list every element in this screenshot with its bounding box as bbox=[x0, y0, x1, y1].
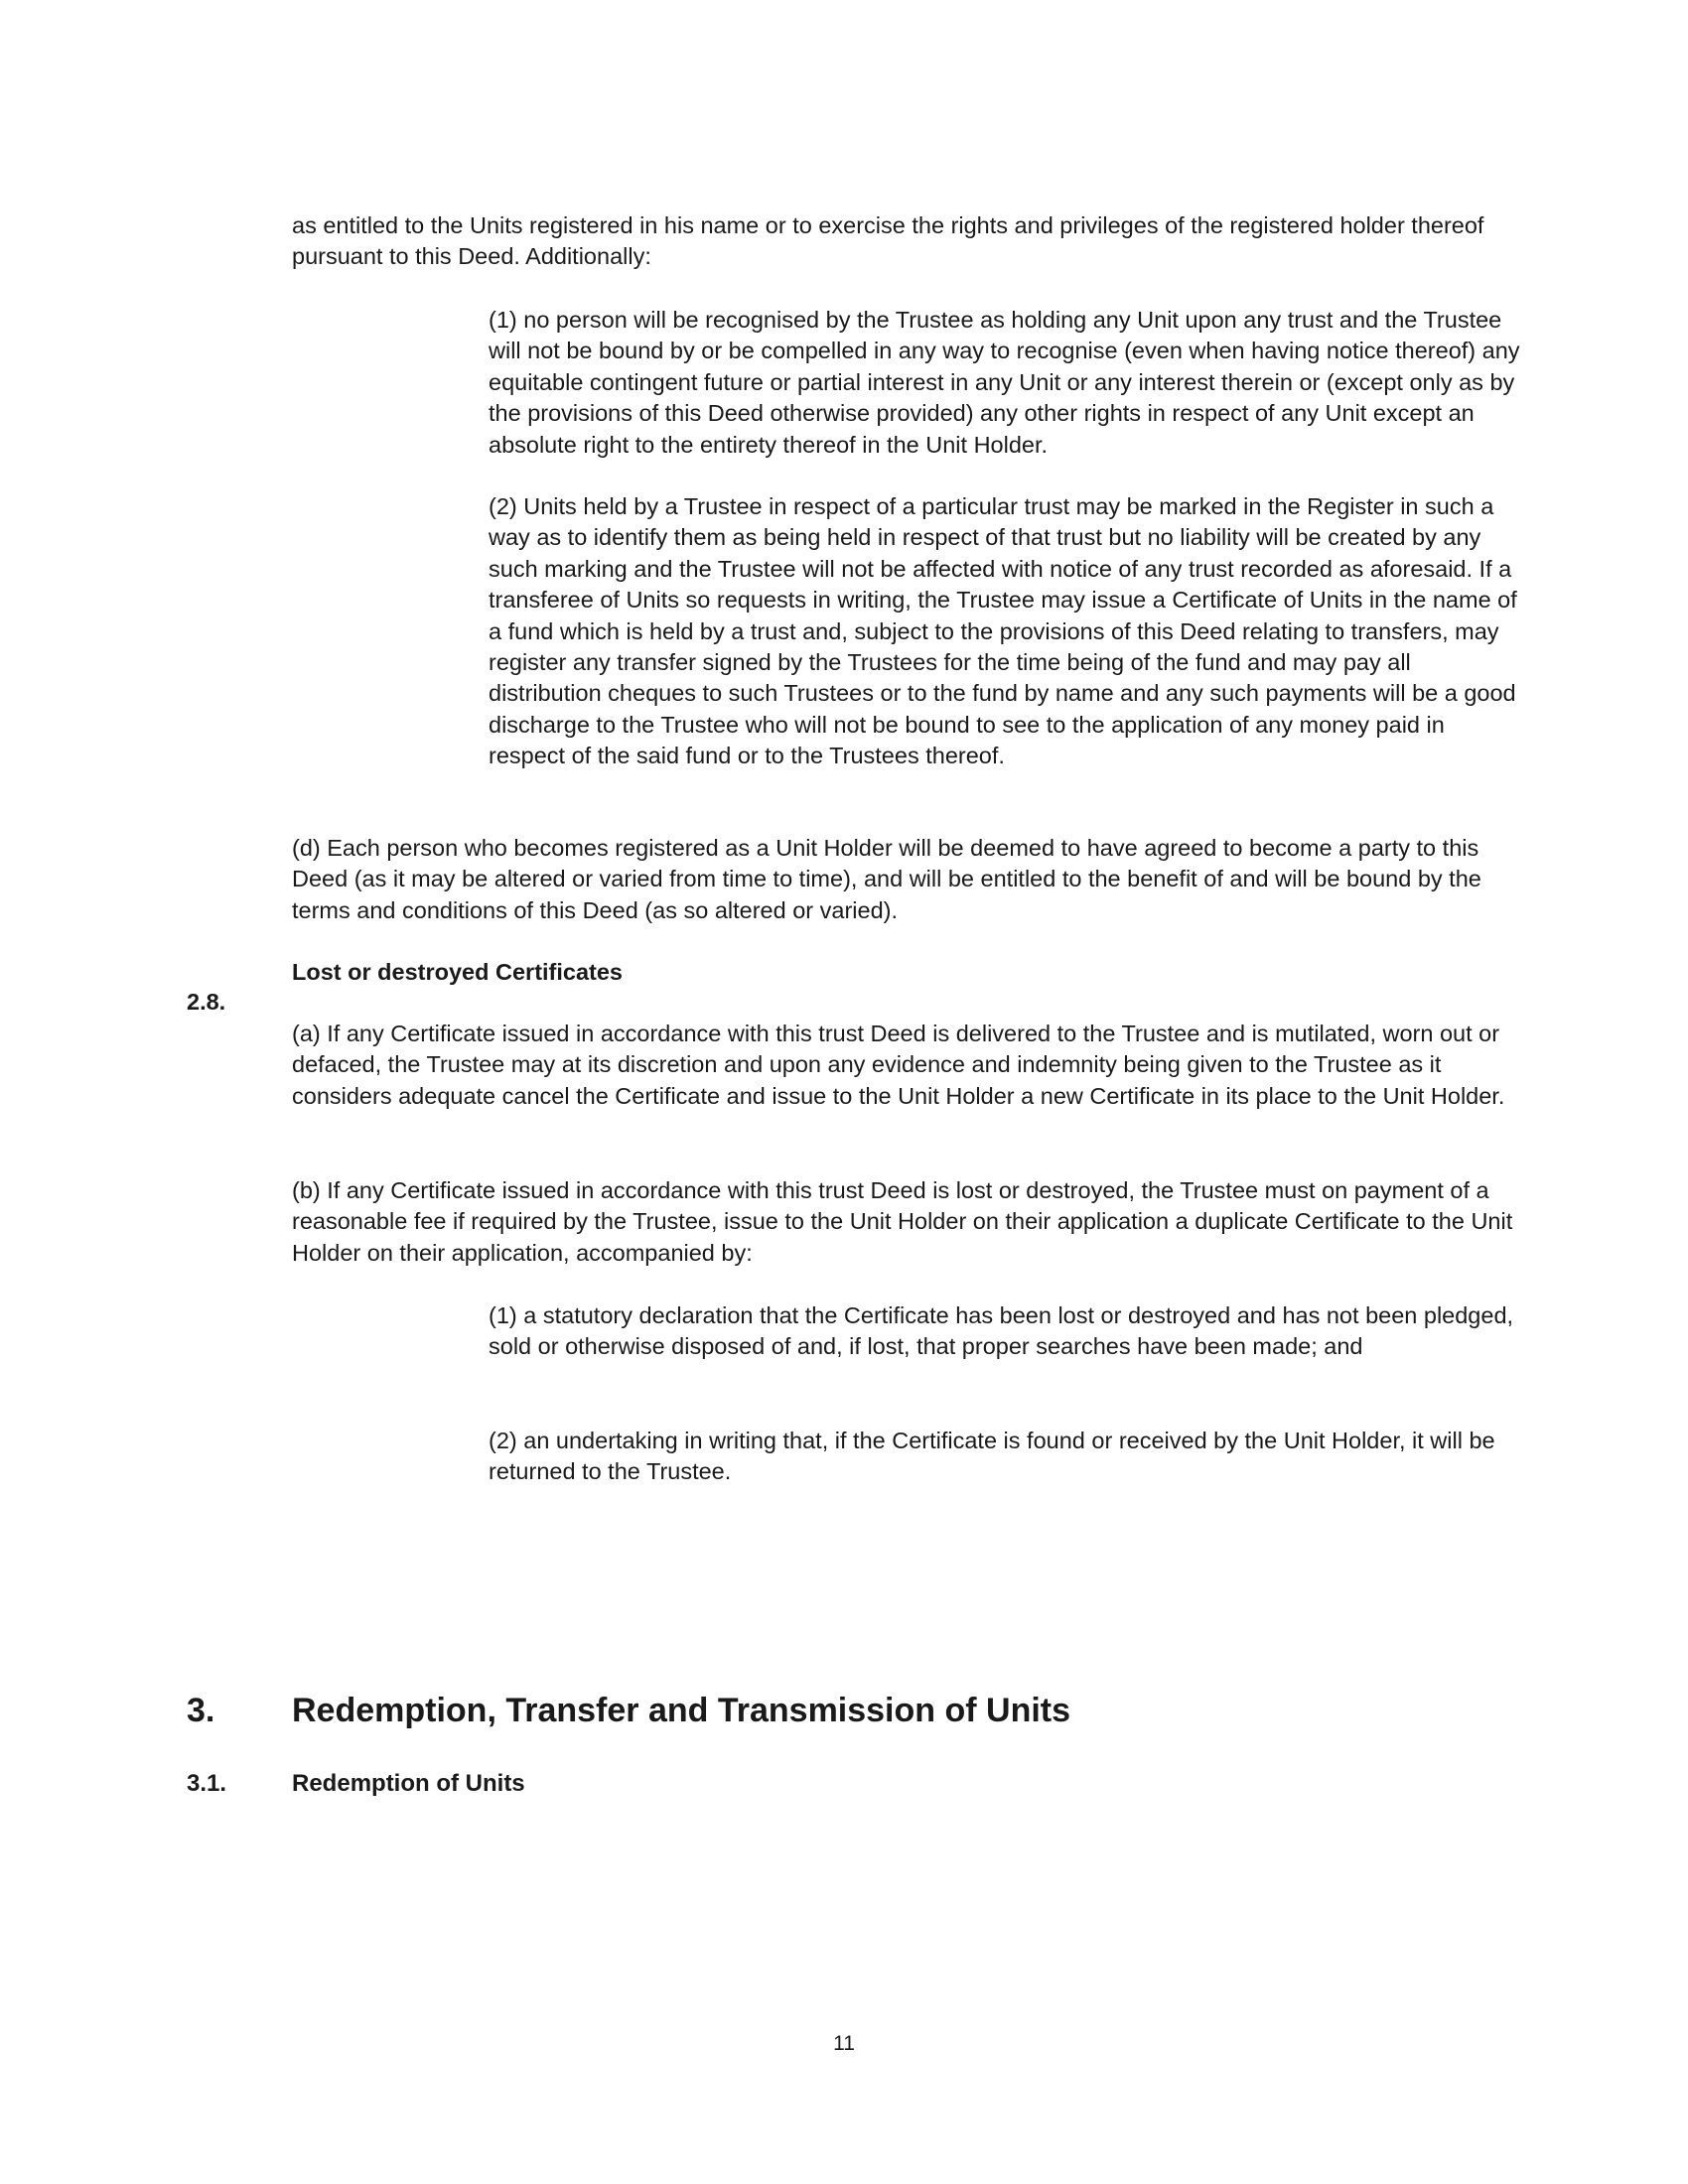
section-3-1-number: 3.1. bbox=[187, 1770, 227, 1797]
clause-b1-paragraph: (1) a statutory declaration that the Certificate has been lost or destroyed and has not been pledged, sold or otherwise disposed of and, if lost, that proper searches have been made; and bbox=[489, 1302, 1514, 1360]
clause-a-paragraph: (a) If any Certificate issued in accordance with this trust Deed is delivered to the Trustee and is mutilated, worn out or defaced, the Trustee may at its discretion and upon any evidence and indemnity being given to the Trustee as it considers adequate cancel the Certificate and issue to the Unit Holder a new Certificate in its place to the Unit Holder. bbox=[292, 1021, 1505, 1109]
section-3-title: Redemption, Transfer and Transmission of Units bbox=[292, 1692, 1071, 1729]
clause-b-paragraph: (b) If any Certificate issued in accordance with this trust Deed is lost or destroyed, the Trustee must on payment of a reasonable fee if required by the Trustee, issue to the Unit Holder on their application a duplicate Certificate to the Unit Holder on their application, accompanied by: bbox=[292, 1177, 1513, 1266]
intro-paragraph: as entitled to the Units registered in his name or to exercise the rights and privileges of the registered holder thereof pursuant to this Deed. Additionally: bbox=[292, 212, 1484, 270]
page-number: 11 bbox=[833, 2032, 855, 2055]
section-3-number: 3. bbox=[187, 1692, 215, 1729]
section-3-1-title: Redemption of Units bbox=[292, 1770, 525, 1797]
clause-1-paragraph: (1) no person will be recognised by the Trustee as holding any Unit upon any trust and the Trustee will not be bound by or be compelled in any way to recognise (even when having notice thereof) any equitable contingent future or partial interest in any Unit or any interest therein or (except only as by the provisions of this Deed otherwise provided) any other rights in respect of any Unit except an absolute right to the entirety thereof in the Unit Holder. bbox=[489, 307, 1520, 458]
clause-d-paragraph: (d) Each person who becomes registered as a Unit Holder will be deemed to have agreed to become a party to this Deed (as it may be altered or varied from time to time), and will be entitled to the benefit of and will be bound by the terms and conditions of this Deed (as so altered or varied). bbox=[292, 835, 1481, 923]
section-2-8-heading: Lost or destroyed Certificates bbox=[292, 959, 624, 985]
section-2-8-number: 2.8. bbox=[187, 989, 226, 1015]
clause-2-paragraph: (2) Units held by a Trustee in respect of a particular trust may be marked in the Register in such a way as to identify them as being held in respect of that trust but no liability will be created by any such marking and the Trustee will not be affected with notice of any trust recorded as aforesaid. If a transferee of Units so requests in writing, the Trustee may issue a Certificate of Units in the name of a fund which is held by a trust and, subject to the provisions of this Deed relating to transfers, may register any transfer signed by the Trustees for the time being of the fund and may pay all distribution cheques to such Trustees or to the fund by name and any such payments will be a good discharge to the Trustee who will not be bound to see to the application of any money paid in respect of the said fund or to the Trustees thereof. bbox=[489, 493, 1517, 769]
clause-b2-paragraph: (2) an undertaking in writing that, if the Certificate is found or received by the Unit Holder, it will be returned to the Trustee. bbox=[489, 1428, 1495, 1485]
